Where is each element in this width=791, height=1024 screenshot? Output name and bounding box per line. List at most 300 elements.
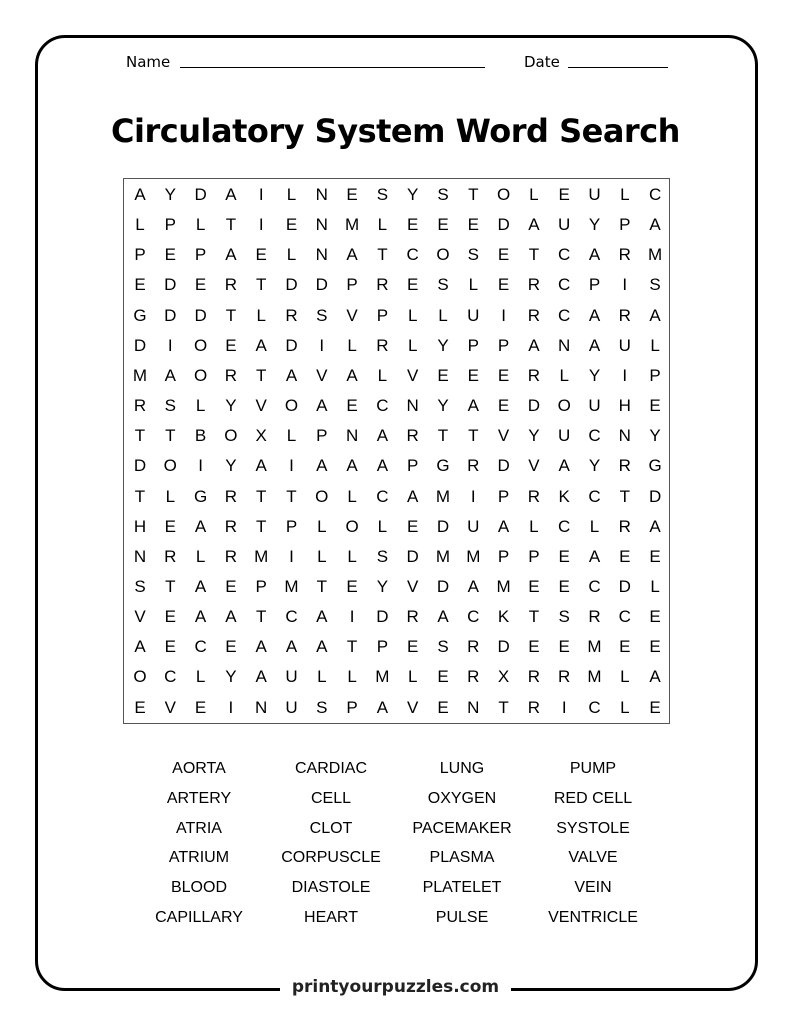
grid-letter[interactable]: A <box>376 697 389 717</box>
grid-letter[interactable]: L <box>347 486 357 506</box>
grid-letter[interactable]: L <box>377 215 388 235</box>
grid-letter[interactable]: E <box>225 637 237 657</box>
grid-letter[interactable]: L <box>286 426 297 446</box>
grid-letter[interactable]: I <box>228 697 234 717</box>
grid-letter[interactable]: M <box>375 667 390 687</box>
grid-letter[interactable]: S <box>164 396 176 416</box>
grid-letter[interactable]: L <box>407 335 418 355</box>
grid-letter[interactable]: B <box>194 426 207 446</box>
grid-letter[interactable]: A <box>316 637 328 657</box>
grid-letter[interactable]: O <box>224 426 238 446</box>
grid-letter[interactable]: N <box>345 426 359 446</box>
grid-letter[interactable]: V <box>528 456 540 476</box>
grid-letter[interactable]: D <box>133 456 147 476</box>
grid-letter[interactable]: T <box>377 245 388 265</box>
grid-letter[interactable]: K <box>558 486 570 506</box>
grid-letter[interactable]: O <box>193 365 208 385</box>
grid-letter[interactable]: I <box>167 335 173 355</box>
grid-letter[interactable]: R <box>527 305 541 325</box>
grid-letter[interactable]: A <box>255 667 267 687</box>
grid-letter[interactable]: A <box>588 546 601 566</box>
grid-letter[interactable]: D <box>285 335 298 355</box>
grid-letter[interactable]: A <box>649 305 661 325</box>
grid-letter[interactable]: L <box>620 697 630 717</box>
grid-letter[interactable]: C <box>558 275 571 295</box>
grid-letter[interactable]: S <box>316 697 328 717</box>
grid-letter[interactable]: O <box>496 185 511 204</box>
grid-letter[interactable]: Y <box>376 576 389 596</box>
grid-letter[interactable]: A <box>194 516 207 536</box>
grid-letter[interactable]: P <box>134 245 146 265</box>
grid-letter[interactable]: E <box>528 637 540 657</box>
grid-letter[interactable]: C <box>588 486 601 506</box>
grid-letter[interactable]: D <box>376 607 389 627</box>
grid-letter[interactable]: A <box>255 637 267 657</box>
grid-letter[interactable]: N <box>406 396 419 416</box>
grid-letter[interactable]: S <box>134 576 146 596</box>
grid-letter[interactable]: T <box>225 305 237 325</box>
grid-letter[interactable]: A <box>528 335 540 355</box>
grid-letter[interactable]: M <box>648 245 663 265</box>
grid-letter[interactable]: E <box>437 697 449 717</box>
grid-letter[interactable]: N <box>255 697 268 717</box>
grid-letter[interactable]: T <box>134 486 146 506</box>
grid-letter[interactable]: S <box>316 305 328 325</box>
grid-letter[interactable]: C <box>558 305 571 325</box>
grid-letter[interactable]: P <box>619 215 631 235</box>
grid-letter[interactable]: A <box>649 516 661 536</box>
grid-letter[interactable]: C <box>376 486 389 506</box>
grid-letter[interactable]: R <box>527 275 541 295</box>
grid-letter[interactable]: A <box>134 185 146 204</box>
grid-letter[interactable]: C <box>376 396 389 416</box>
grid-letter[interactable]: A <box>528 215 540 235</box>
grid-letter[interactable]: E <box>346 185 358 204</box>
grid-letter[interactable]: R <box>527 697 541 717</box>
name-field[interactable] <box>180 67 485 68</box>
grid-letter[interactable]: E <box>649 546 661 566</box>
grid-letter[interactable]: P <box>497 546 510 566</box>
grid-letter[interactable]: C <box>467 607 480 627</box>
grid-letter[interactable]: R <box>376 335 389 355</box>
grid-letter[interactable]: X <box>255 426 267 446</box>
grid-letter[interactable]: L <box>317 667 327 687</box>
grid-letter[interactable]: P <box>376 305 389 325</box>
grid-letter[interactable]: G <box>436 456 450 476</box>
grid-letter[interactable]: E <box>558 546 570 566</box>
grid-letter[interactable]: E <box>497 396 510 416</box>
grid-letter[interactable]: S <box>437 185 449 204</box>
grid-letter[interactable]: L <box>195 215 206 235</box>
grid-letter[interactable]: D <box>133 335 147 355</box>
grid-letter[interactable]: T <box>165 426 176 446</box>
grid-letter[interactable]: T <box>255 516 267 536</box>
grid-letter[interactable]: R <box>406 607 419 627</box>
grid-letter[interactable]: D <box>497 637 510 657</box>
grid-letter[interactable]: A <box>376 456 389 476</box>
grid-letter[interactable]: S <box>649 275 661 295</box>
grid-letter[interactable]: R <box>618 245 631 265</box>
grid-letter[interactable]: R <box>224 275 238 295</box>
grid-letter[interactable]: I <box>470 486 476 506</box>
grid-letter[interactable]: A <box>649 667 661 687</box>
grid-letter[interactable]: D <box>164 305 177 325</box>
grid-letter[interactable]: E <box>134 275 146 295</box>
grid-letter[interactable]: A <box>588 305 601 325</box>
grid-letter[interactable]: Y <box>588 365 601 385</box>
grid-letter[interactable]: M <box>284 576 299 596</box>
grid-letter[interactable]: D <box>527 396 541 416</box>
grid-letter[interactable]: C <box>406 245 419 265</box>
grid-letter[interactable]: T <box>134 426 146 446</box>
grid-letter[interactable]: C <box>618 607 631 627</box>
grid-letter[interactable]: R <box>133 396 147 416</box>
grid-letter[interactable]: I <box>319 335 325 355</box>
grid-letter[interactable]: A <box>316 607 328 627</box>
grid-letter[interactable]: A <box>285 637 298 657</box>
grid-letter[interactable]: E <box>497 275 510 295</box>
grid-letter[interactable]: L <box>347 335 357 355</box>
grid-letter[interactable]: D <box>618 576 631 596</box>
grid-letter[interactable]: T <box>165 576 176 596</box>
grid-letter[interactable]: T <box>346 637 358 657</box>
grid-letter[interactable]: L <box>407 667 418 687</box>
grid-letter[interactable]: O <box>436 245 450 265</box>
grid-letter[interactable]: L <box>347 667 357 687</box>
grid-letter[interactable]: A <box>194 576 207 596</box>
grid-letter[interactable]: R <box>527 365 541 385</box>
grid-letter[interactable]: E <box>497 245 510 265</box>
grid-letter[interactable]: M <box>435 486 451 506</box>
grid-letter[interactable]: R <box>527 486 541 506</box>
grid-letter[interactable]: E <box>437 667 449 687</box>
grid-letter[interactable]: P <box>346 697 358 717</box>
grid-letter[interactable]: P <box>346 275 358 295</box>
grid-letter[interactable]: Y <box>437 396 449 416</box>
grid-letter[interactable]: D <box>194 185 207 204</box>
grid-letter[interactable]: E <box>164 516 176 536</box>
grid-letter[interactable]: V <box>164 697 176 717</box>
grid-letter[interactable]: P <box>588 275 601 295</box>
grid-letter[interactable]: A <box>558 456 570 476</box>
grid-letter[interactable]: Y <box>528 426 540 446</box>
date-field[interactable] <box>568 67 668 68</box>
grid-letter[interactable]: E <box>649 697 661 717</box>
grid-letter[interactable]: N <box>133 546 147 566</box>
grid-letter[interactable]: R <box>618 516 631 536</box>
grid-letter[interactable]: E <box>558 576 570 596</box>
grid-letter[interactable]: T <box>255 607 267 627</box>
grid-letter[interactable]: M <box>587 637 602 657</box>
grid-letter[interactable]: E <box>194 697 207 717</box>
grid-letter[interactable]: A <box>194 607 207 627</box>
grid-letter[interactable]: E <box>467 365 479 385</box>
grid-letter[interactable]: K <box>497 607 510 627</box>
grid-letter[interactable]: L <box>286 185 297 204</box>
grid-letter[interactable]: R <box>618 305 631 325</box>
grid-letter[interactable]: E <box>649 637 661 657</box>
grid-letter[interactable]: C <box>194 637 207 657</box>
grid-letter[interactable]: S <box>558 607 570 627</box>
grid-letter[interactable]: I <box>622 365 628 385</box>
grid-letter[interactable]: A <box>225 607 237 627</box>
grid-letter[interactable]: N <box>467 697 480 717</box>
grid-letter[interactable]: M <box>132 365 148 385</box>
grid-letter[interactable]: E <box>407 275 419 295</box>
grid-letter[interactable]: P <box>164 215 176 235</box>
grid-letter[interactable]: T <box>468 426 479 446</box>
grid-letter[interactable]: E <box>407 637 419 657</box>
grid-letter[interactable]: L <box>317 516 327 536</box>
grid-letter[interactable]: L <box>135 215 145 235</box>
grid-letter[interactable]: A <box>134 637 146 657</box>
grid-letter[interactable]: Y <box>437 335 449 355</box>
grid-letter[interactable]: A <box>588 245 601 265</box>
grid-letter[interactable]: T <box>286 486 297 506</box>
grid-letter[interactable]: E <box>225 335 237 355</box>
grid-letter[interactable]: U <box>588 185 601 204</box>
grid-letter[interactable]: I <box>289 456 294 476</box>
grid-letter[interactable]: E <box>164 245 176 265</box>
grid-letter[interactable]: V <box>407 576 419 596</box>
grid-letter[interactable]: R <box>467 456 480 476</box>
grid-letter[interactable]: U <box>467 305 480 325</box>
grid-letter[interactable]: I <box>561 697 567 717</box>
grid-letter[interactable]: U <box>558 426 571 446</box>
grid-letter[interactable]: D <box>164 275 177 295</box>
grid-letter[interactable]: D <box>436 516 450 536</box>
grid-letter[interactable]: E <box>437 365 449 385</box>
grid-letter[interactable]: A <box>346 245 358 265</box>
grid-letter[interactable]: C <box>558 516 571 536</box>
grid-letter[interactable]: L <box>620 185 630 204</box>
grid-letter[interactable]: P <box>376 637 389 657</box>
grid-letter[interactable]: U <box>285 697 298 717</box>
grid-letter[interactable]: L <box>195 396 206 416</box>
grid-letter[interactable]: Y <box>588 456 601 476</box>
grid-letter[interactable]: V <box>497 426 510 446</box>
grid-letter[interactable]: O <box>284 396 299 416</box>
grid-letter[interactable]: E <box>346 576 358 596</box>
grid-letter[interactable]: R <box>467 637 480 657</box>
grid-letter[interactable]: M <box>345 215 360 235</box>
grid-letter[interactable]: I <box>258 185 264 204</box>
grid-letter[interactable]: I <box>258 215 264 235</box>
grid-letter[interactable]: L <box>620 667 630 687</box>
grid-letter[interactable]: M <box>254 546 269 566</box>
grid-letter[interactable]: L <box>195 546 206 566</box>
grid-letter[interactable]: L <box>286 245 297 265</box>
grid-letter[interactable]: R <box>164 546 177 566</box>
grid-letter[interactable]: M <box>496 576 511 596</box>
grid-letter[interactable]: V <box>346 305 358 325</box>
grid-letter[interactable]: C <box>648 185 662 204</box>
grid-letter[interactable]: E <box>346 396 358 416</box>
grid-letter[interactable]: O <box>193 335 208 355</box>
grid-letter[interactable]: L <box>377 365 388 385</box>
grid-letter[interactable]: D <box>406 546 419 566</box>
grid-letter[interactable]: Y <box>225 396 237 416</box>
grid-letter[interactable]: I <box>622 275 628 295</box>
grid-letter[interactable]: L <box>650 335 660 355</box>
grid-letter[interactable]: L <box>529 185 539 204</box>
grid-letter[interactable]: Y <box>407 185 419 204</box>
grid-letter[interactable]: R <box>588 607 601 627</box>
grid-letter[interactable]: E <box>437 215 449 235</box>
grid-letter[interactable]: O <box>557 396 571 416</box>
grid-letter[interactable]: P <box>467 335 479 355</box>
grid-letter[interactable]: I <box>289 546 294 566</box>
grid-letter[interactable]: E <box>164 637 176 657</box>
grid-letter[interactable]: I <box>349 607 355 627</box>
grid-letter[interactable]: D <box>285 275 298 295</box>
grid-letter[interactable]: D <box>497 456 510 476</box>
grid-letter[interactable]: E <box>407 516 419 536</box>
grid-letter[interactable]: A <box>285 365 298 385</box>
grid-letter[interactable]: N <box>558 335 571 355</box>
grid-letter[interactable]: T <box>468 185 479 204</box>
grid-letter[interactable]: U <box>285 667 298 687</box>
grid-letter[interactable]: R <box>467 667 480 687</box>
grid-letter[interactable]: E <box>497 365 510 385</box>
grid-letter[interactable]: R <box>527 667 541 687</box>
grid-letter[interactable]: H <box>618 396 631 416</box>
grid-letter[interactable]: L <box>559 365 569 385</box>
grid-letter[interactable]: L <box>589 516 600 536</box>
grid-letter[interactable]: O <box>163 456 177 476</box>
grid-letter[interactable]: L <box>317 546 327 566</box>
grid-letter[interactable]: P <box>649 365 661 385</box>
grid-letter[interactable]: T <box>619 486 630 506</box>
grid-letter[interactable]: E <box>619 546 631 566</box>
grid-letter[interactable]: P <box>285 516 298 536</box>
grid-letter[interactable]: P <box>528 546 540 566</box>
grid-letter[interactable]: I <box>501 305 506 325</box>
grid-letter[interactable]: C <box>588 426 601 446</box>
grid-letter[interactable]: E <box>225 576 237 596</box>
grid-letter[interactable]: A <box>255 456 267 476</box>
grid-letter[interactable]: L <box>438 305 448 325</box>
grid-letter[interactable]: A <box>164 365 176 385</box>
grid-letter[interactable]: U <box>558 215 571 235</box>
grid-letter[interactable]: T <box>498 697 509 717</box>
grid-letter[interactable]: U <box>467 516 480 536</box>
grid-letter[interactable]: R <box>558 667 571 687</box>
grid-letter[interactable]: A <box>255 335 267 355</box>
grid-letter[interactable]: C <box>588 697 601 717</box>
grid-letter[interactable]: T <box>225 215 237 235</box>
grid-letter[interactable]: L <box>468 275 479 295</box>
grid-letter[interactable]: A <box>346 456 358 476</box>
grid-letter[interactable]: E <box>649 607 661 627</box>
grid-letter[interactable]: A <box>225 245 237 265</box>
grid-letter[interactable]: E <box>255 245 267 265</box>
grid-letter[interactable]: V <box>134 607 146 627</box>
grid-letter[interactable]: E <box>407 215 419 235</box>
grid-letter[interactable]: C <box>588 576 601 596</box>
grid-letter[interactable]: D <box>194 305 207 325</box>
grid-letter[interactable]: A <box>497 516 510 536</box>
grid-letter[interactable]: A <box>316 396 328 416</box>
grid-letter[interactable]: E <box>467 215 479 235</box>
grid-letter[interactable]: Y <box>225 456 237 476</box>
grid-letter[interactable]: S <box>437 275 449 295</box>
grid-letter[interactable]: A <box>376 426 389 446</box>
grid-letter[interactable]: L <box>529 516 539 536</box>
grid-letter[interactable]: R <box>406 426 419 446</box>
grid-letter[interactable]: V <box>407 365 419 385</box>
grid-letter[interactable]: E <box>194 275 207 295</box>
grid-letter[interactable]: T <box>316 576 327 596</box>
grid-letter[interactable]: E <box>619 637 631 657</box>
grid-letter[interactable]: N <box>618 426 631 446</box>
grid-letter[interactable]: V <box>255 396 267 416</box>
grid-letter[interactable]: G <box>193 486 208 506</box>
grid-letter[interactable]: A <box>225 185 237 204</box>
grid-letter[interactable]: M <box>587 667 602 687</box>
grid-letter[interactable]: R <box>224 516 238 536</box>
grid-letter[interactable]: C <box>164 667 177 687</box>
grid-letter[interactable]: S <box>467 245 479 265</box>
grid-letter[interactable]: E <box>558 185 570 204</box>
grid-letter[interactable]: A <box>407 486 419 506</box>
grid-letter[interactable]: N <box>315 215 328 235</box>
grid-letter[interactable]: L <box>165 486 176 506</box>
grid-letter[interactable]: P <box>255 576 267 596</box>
grid-letter[interactable]: A <box>316 456 328 476</box>
grid-letter[interactable]: E <box>134 697 146 717</box>
grid-letter[interactable]: O <box>315 486 329 506</box>
grid-letter[interactable]: O <box>345 516 359 536</box>
grid-letter[interactable]: S <box>437 637 449 657</box>
grid-letter[interactable]: A <box>588 335 601 355</box>
grid-letter[interactable]: E <box>528 576 540 596</box>
grid-letter[interactable]: L <box>377 516 388 536</box>
grid-letter[interactable]: E <box>285 215 298 235</box>
grid-letter[interactable]: V <box>316 365 328 385</box>
grid-letter[interactable]: U <box>618 335 631 355</box>
grid-letter[interactable]: A <box>346 365 358 385</box>
grid-letter[interactable]: R <box>224 365 238 385</box>
grid-letter[interactable]: D <box>436 576 450 596</box>
grid-letter[interactable]: L <box>195 667 206 687</box>
grid-letter[interactable]: E <box>649 396 661 416</box>
grid-letter[interactable]: H <box>133 516 147 536</box>
grid-letter[interactable]: A <box>649 215 661 235</box>
grid-letter[interactable]: R <box>224 546 238 566</box>
grid-letter[interactable]: Y <box>225 667 237 687</box>
grid-letter[interactable]: S <box>376 185 389 204</box>
grid-letter[interactable]: L <box>650 576 660 596</box>
grid-letter[interactable]: A <box>467 396 479 416</box>
grid-letter[interactable]: U <box>588 396 601 416</box>
grid-letter[interactable]: P <box>497 486 510 506</box>
grid-letter[interactable]: A <box>437 607 449 627</box>
grid-letter[interactable]: R <box>618 456 631 476</box>
grid-letter[interactable]: T <box>255 365 267 385</box>
grid-letter[interactable]: R <box>376 275 389 295</box>
grid-letter[interactable]: T <box>255 275 267 295</box>
grid-letter[interactable]: I <box>198 456 203 476</box>
grid-letter[interactable]: M <box>466 546 481 566</box>
grid-letter[interactable]: Y <box>588 215 601 235</box>
grid-letter[interactable]: D <box>648 486 662 506</box>
grid-letter[interactable]: N <box>315 245 328 265</box>
grid-letter[interactable]: P <box>194 245 207 265</box>
grid-letter[interactable]: E <box>558 637 570 657</box>
grid-letter[interactable]: N <box>315 185 328 204</box>
grid-letter[interactable]: A <box>467 576 479 596</box>
